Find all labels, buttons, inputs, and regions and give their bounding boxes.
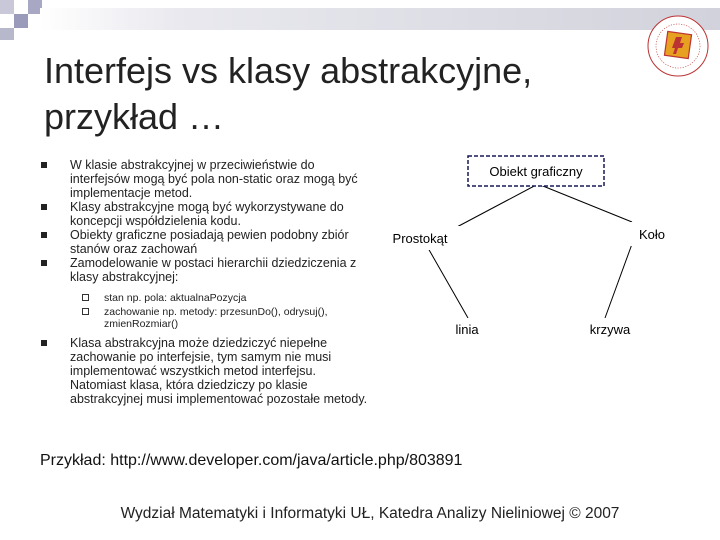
edge-root-left [455, 184, 538, 228]
header-band [40, 8, 720, 30]
diagram-node-root [468, 156, 604, 186]
node-root-label: Obiekt graficzny [489, 164, 583, 179]
slide-footer: Wydział Matematyki i Informatyki UŁ, Katedra Analizy Nieliniowej © 2007 [120, 505, 620, 522]
diagram-node-right [596, 222, 676, 246]
edge-root-right [538, 184, 632, 222]
bullet-marker-icon [41, 340, 47, 346]
diagram-node-leaf1 [442, 318, 492, 340]
bullet-text: Obiekty graficzne posiadają pewien podobny zbiór stanów oraz zachowań [70, 228, 349, 256]
title-line-1: Interfejs vs klasy abstrakcyjne, [44, 50, 533, 91]
sub-bullet-text: stan np. pola: aktualnaPozycja [104, 292, 247, 304]
bullet-item [38, 256, 368, 284]
bullet-text: W klasie abstrakcyjnej w przeciwieństwie do interfejsów mogą być pola non-static oraz mogą być implementacje metod. [70, 158, 358, 200]
node-leaf1-label: linia [455, 322, 479, 337]
node-leaf2-label: krzywa [589, 322, 631, 337]
diagram-edges [428, 184, 632, 318]
bullet-marker-icon [41, 232, 47, 238]
edge-right-leaf2 [605, 244, 632, 318]
node-right-label: Koło [638, 227, 666, 242]
sub-bullet-item [38, 292, 368, 304]
bullet-text: Klasa abstrakcyjna może dziedziczyć niepełne zachowanie po interfejsie, tym samym nie musi implementować wszystkich metod interfejsu. Natomiast klasa, która dziedziczy po klasie abstrakcyjnej musi implementować pozostałe metody. [70, 336, 368, 406]
bullet-item [38, 158, 368, 200]
bullet-list [38, 158, 368, 406]
sub-bullet-marker-icon [82, 308, 89, 315]
bullet-marker-icon [41, 204, 47, 210]
bullet-marker-icon [41, 260, 47, 266]
edge-left-leaf1 [428, 248, 468, 318]
diagram-node-leaf2 [575, 318, 645, 340]
node-left-label: Prostokąt [392, 231, 448, 246]
bullet-item [38, 336, 368, 406]
sub-bullet-marker-icon [82, 294, 89, 301]
university-logo-icon [646, 14, 710, 78]
bullet-marker-icon [41, 162, 47, 168]
class-hierarchy-diagram [370, 150, 690, 350]
sub-bullet-text: zachowanie np. metody: przesunDo(), odrysuj(), zmienRozmiar() [104, 306, 328, 330]
bullet-item [38, 200, 368, 228]
example-link-text: Przykład: http://www.developer.com/java/article.php/803891 [40, 452, 463, 469]
bullet-item [38, 228, 368, 256]
bullet-text: Zamodelowanie w postaci hierarchii dziedziczenia z klasy abstrakcyjnej: [70, 256, 357, 284]
title-line-2: przykład … [44, 96, 225, 137]
sub-bullet-item [38, 306, 368, 330]
diagram-node-left [380, 226, 470, 250]
bullet-text: Klasy abstrakcyjne mogą być wykorzystywane do koncepcji współdzielenia kodu. [70, 200, 344, 228]
slide-title [44, 48, 624, 140]
